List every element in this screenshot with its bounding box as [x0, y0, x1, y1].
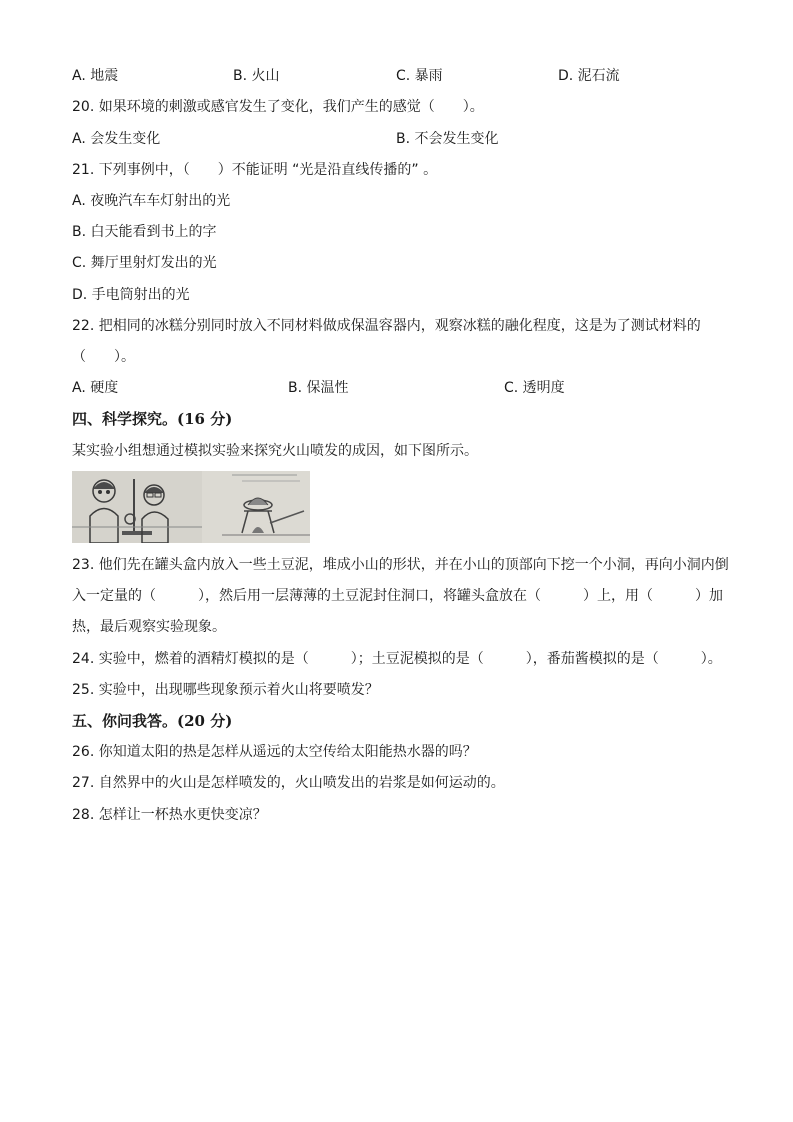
q25-stem: 25. 实验中，出现哪些现象预示着火山将要喷发？: [72, 682, 379, 698]
q23-line3: 热，最后观察实验现象。: [72, 619, 226, 635]
q28-stem: 28. 怎样让一杯热水更快变凉？: [72, 807, 267, 823]
q27-stem: 27. 自然界中的火山是怎样喷发的，火山喷发出的岩浆是如何运动的。: [72, 775, 505, 791]
q19-option-c: C. 暴雨: [396, 68, 443, 84]
q21-option-c: C. 舞厅里射灯发出的光: [72, 255, 217, 271]
q19-option-a: A. 地震: [72, 68, 119, 84]
q19-option-b: B. 火山: [233, 68, 280, 84]
q21-stem: 21. 下列事例中，（ ）不能证明 “光是沿直线传播的” 。: [72, 162, 438, 178]
q23-line1: 23. 他们先在罐头盒内放入一些土豆泥，堆成小山的形状，并在小山的顶部向下挖一个小洞，再向小洞内倒: [72, 557, 729, 573]
q21-option-d: D. 手电筒射出的光: [72, 287, 190, 303]
q19-option-d: D. 泥石流: [558, 68, 620, 84]
section4-intro: 某实验小组想通过模拟实验来探究火山喷发的成因，如下图所示。: [72, 443, 478, 459]
experiment-illustration: [72, 471, 310, 543]
q23-line2: 入一定量的（ ），然后用一层薄薄的土豆泥封住洞口，将罐头盒放在（ ）上，用（ ）加: [72, 588, 723, 604]
q26-stem: 26. 你知道太阳的热是怎样从遥远的太空传给太阳能热水器的吗？: [72, 744, 477, 760]
q22-option-a: A. 硬度: [72, 380, 119, 396]
section4-title: 四、科学探究。(16 分): [72, 410, 233, 428]
section5-title: 五、你问我答。(20 分): [72, 712, 233, 730]
q20-option-a: A. 会发生变化: [72, 131, 161, 147]
q21-option-b: B. 白天能看到书上的字: [72, 224, 217, 240]
q20-stem: 20. 如果环境的刺激或感官发生了变化，我们产生的感觉（ ）。: [72, 99, 484, 115]
experiment-photo: [72, 471, 310, 543]
q22-option-c: C. 透明度: [504, 380, 565, 396]
q24-stem: 24. 实验中，燃着的酒精灯模拟的是（ ）；土豆泥模拟的是（ ），番茄酱模拟的是（ ）。: [72, 651, 722, 667]
q22-option-b: B. 保温性: [288, 380, 349, 396]
q22-stem-line2: （ ）。: [72, 349, 135, 365]
q22-stem-line1: 22. 把相同的冰糕分别同时放入不同材料做成保温容器内，观察冰糕的融化程度，这是为了测试材料的: [72, 318, 701, 334]
q21-option-a: A. 夜晚汽车车灯射出的光: [72, 193, 231, 209]
q20-option-b: B. 不会发生变化: [396, 131, 499, 147]
